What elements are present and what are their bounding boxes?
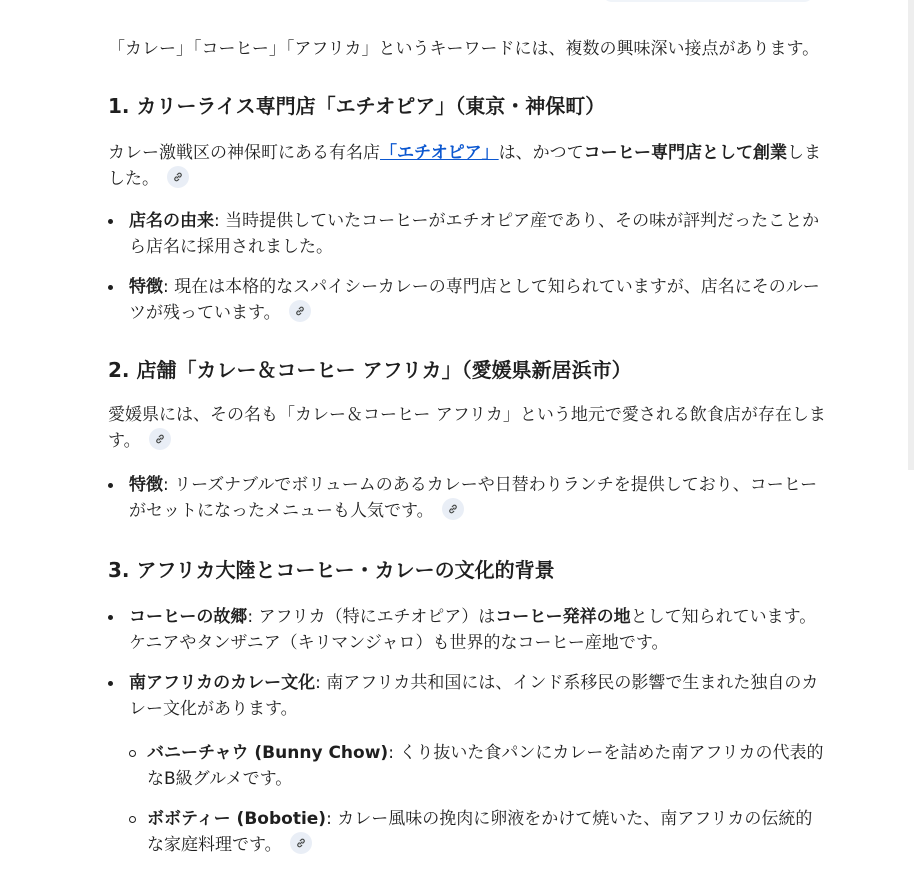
para-bold: コーヒー専門店として創業: [583, 143, 787, 163]
list-term: 南アフリカのカレー文化: [129, 673, 316, 693]
list-text: : カレー風味の挽肉に卵液をかけて焼いた、南アフリカの伝統的な家庭料理です。: [147, 809, 813, 855]
list-item: [108, 472, 828, 524]
para-text: しました。: [108, 143, 821, 189]
section-1-heading: 1. カリーライス専門店「エチオピア」（東京・神保町）: [108, 94, 606, 118]
section-1-paragraph: [108, 140, 828, 192]
prompt-bubble-edge: [602, 0, 814, 2]
source-link-chip[interactable]: [167, 166, 189, 188]
sub-list-item: [108, 740, 828, 792]
link-icon: [447, 503, 459, 515]
list-text: : アフリカ（特にエチオピア）は: [247, 607, 496, 627]
section-2-heading: 2. 店舗「カレー＆コーヒー アフリカ」（愛媛県新居浜市）: [108, 358, 632, 382]
source-link-chip[interactable]: [442, 498, 464, 520]
list-term: バニーチャウ (Bunny Chow): [147, 743, 389, 763]
list-term: コーヒーの故郷: [129, 607, 248, 627]
section-3-heading: 3. アフリカ大陸とコーヒー・カレーの文化的背景: [108, 558, 555, 582]
link-icon: [294, 305, 306, 317]
ethiopia-link[interactable]: 「エチオピア」: [380, 143, 499, 163]
list-term: 特徴: [129, 277, 163, 297]
list-term: 特徴: [129, 475, 163, 495]
list-item: [108, 208, 828, 260]
response-content: [108, 36, 828, 858]
intro-paragraph: 「カレー」「コーヒー」「アフリカ」というキーワードには、複数の興味深い接点があります。: [108, 39, 820, 59]
para-text: 愛媛県には、その名も「カレー＆コーヒー アフリカ」という地元で愛される飲食店が存在します。: [108, 405, 826, 451]
list-bold: コーヒー発祥の地: [495, 607, 631, 627]
list-term: ボボティー (Bobotie): [147, 809, 327, 829]
source-link-chip[interactable]: [290, 832, 312, 854]
section-1-list: [108, 208, 828, 326]
sub-list-item: [108, 806, 828, 858]
list-term: 店名の由来: [129, 211, 214, 231]
link-icon: [154, 433, 166, 445]
list-text: : くり抜いた食パンにカレーを詰めた南アフリカの代表的なB級グルメです。: [147, 743, 824, 789]
list-item: [108, 604, 828, 656]
para-text: は、かつて: [498, 143, 584, 163]
para-text: カレー激戦区の神保町にある有名店: [108, 143, 380, 163]
list-text: : リーズナブルでボリュームのあるカレーや日替わりランチを提供しており、コーヒーがセットになったメニューも人気です。: [129, 475, 818, 521]
list-text: として知られています。ケニアやタンザニア（キリマンジャロ）も世界的なコーヒー産地です。: [129, 607, 817, 653]
list-text: : 現在は本格的なスパイシーカレーの専門店として知られていますが、店名にそのルーツが残っています。: [129, 277, 820, 323]
link-icon: [295, 837, 307, 849]
list-text: : 南アフリカ共和国には、インド系移民の影響で生まれた独自のカレー文化があります。: [129, 673, 819, 719]
source-link-chip[interactable]: [149, 428, 171, 450]
scrollbar[interactable]: [908, 0, 914, 470]
section-2-paragraph: [108, 402, 828, 454]
link-icon: [172, 171, 184, 183]
list-item: [108, 274, 828, 326]
section-3-list: [108, 604, 828, 858]
source-link-chip[interactable]: [289, 300, 311, 322]
list-text: : 当時提供していたコーヒーがエチオピア産であり、その味が評判だったことから店名に採用されました。: [129, 211, 820, 257]
section-2-list: [108, 472, 828, 524]
list-item: [108, 670, 828, 722]
